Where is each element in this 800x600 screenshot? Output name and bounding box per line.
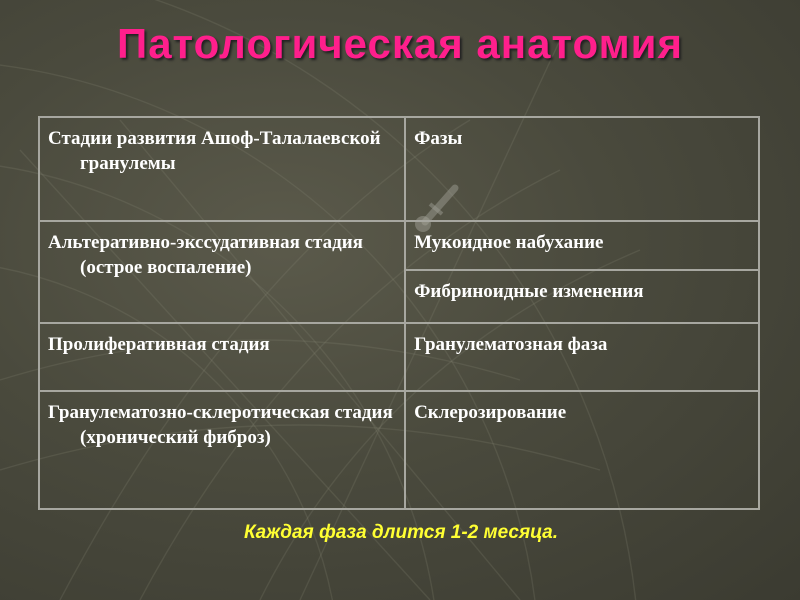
- phase-label: Фибриноидные изменения: [414, 281, 644, 302]
- table-row: [39, 391, 759, 509]
- header-phases-label: Фазы: [414, 128, 463, 149]
- table-header-row: [39, 117, 759, 221]
- phase-cell: [405, 270, 759, 323]
- stage-label: Пролиферативная стадия: [48, 334, 270, 355]
- stage-cell: [39, 221, 405, 323]
- phase-label: Мукоидное набухание: [414, 232, 604, 253]
- stage-label: Гранулематозно-склеротическая стадия (хронический фиброз): [48, 402, 393, 448]
- table-row: [39, 323, 759, 391]
- page-title: Патологическая анатомия: [117, 20, 683, 67]
- header-stages: [39, 117, 405, 221]
- phase-label: Склерозирование: [414, 402, 567, 423]
- phase-cell: [405, 221, 759, 270]
- phase-cell: [405, 323, 759, 391]
- stages-table: [38, 116, 760, 510]
- header-phases: [405, 117, 759, 221]
- header-stages-label: Стадии развития Ашоф-Талалаевской гранулемы: [48, 128, 381, 174]
- stage-label: Альтеративно-экссудативная стадия (острое воспаление): [48, 232, 363, 278]
- phase-cell: [405, 391, 759, 509]
- stage-cell: [39, 391, 405, 509]
- table-row: [39, 221, 759, 270]
- stage-cell: [39, 323, 405, 391]
- duration-note: Каждая фаза длится 1-2 месяца.: [244, 522, 559, 543]
- phase-label: Гранулематозная фаза: [414, 334, 608, 355]
